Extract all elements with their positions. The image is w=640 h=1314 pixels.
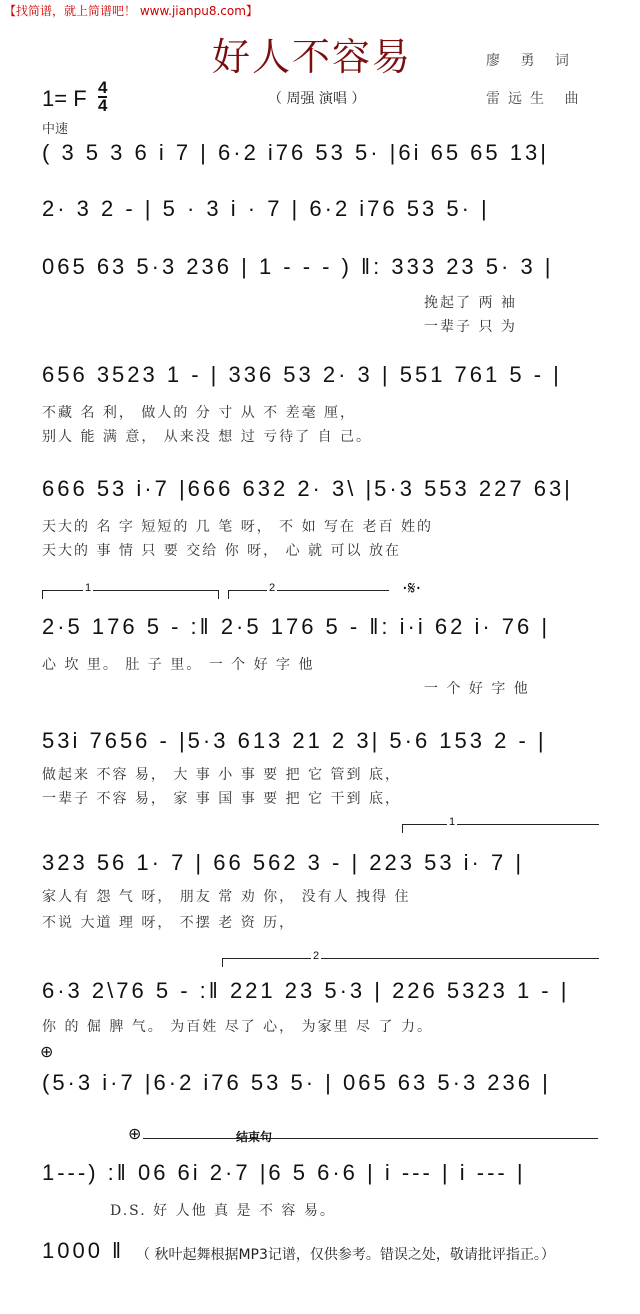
lyrics-line-5-verse-1: 天大的 名 字 短短的 几 笔 呀， 不 如 写在 老百 姓的 bbox=[42, 519, 433, 535]
lyrics-line-7-verse-1: 做起来 不容 易， 大 事 小 事 要 把 它 管到 底， bbox=[42, 767, 401, 783]
score-line-10: (5·3 i·7 |6·2 i76 53 5· | 065 63 5·3 236 | bbox=[42, 1070, 551, 1095]
lyrics-line-6-verse-1: 心 坎 里。 肚 子 里。 一 个 好 字 他 bbox=[42, 657, 315, 673]
coda-icon: ⊕ bbox=[40, 1042, 54, 1061]
lyrics-line-8-verse-1: 家人有 怨 气 呀， 朋友 常 劝 你， 没有人 拽得 住 bbox=[42, 889, 411, 905]
score-line-2: 2· 3 2 - | 5 · 3 i · 7 | 6·2 i76 53 5· | bbox=[42, 196, 490, 221]
lyrics-line-6-verse-2: 一 个 好 字 他 bbox=[424, 681, 530, 697]
score-line-9: 6·3 2\76 5 - :‖ 221 23 5·3 | 226 5323 1 - | bbox=[42, 978, 570, 1003]
volta-bracket-2b: 2 bbox=[222, 958, 599, 967]
lyrics-line-7-verse-2: 一辈子 不容 易， 家 事 国 事 要 把 它 干到 底， bbox=[42, 791, 401, 807]
volta-bracket-1b: 1 bbox=[402, 824, 599, 833]
lyrics-line-3-verse-1: 挽起了 两 袖 bbox=[424, 295, 517, 311]
watermark-link[interactable]: 【找简谱，就上简谱吧！ www.jianpu8.com】 bbox=[4, 4, 258, 18]
time-signature: 4 4 bbox=[98, 78, 108, 115]
volta-bracket-2: 2 bbox=[228, 590, 389, 599]
coda-label: 结束句 bbox=[236, 1130, 273, 1144]
lyrics-line-11-verse-1: D.S. 好 人他 真 是 不 容 易。 bbox=[110, 1203, 336, 1219]
score-line-8: 323 56 1· 7 | 66 562 3 - | 223 53 i· 7 | bbox=[42, 850, 525, 875]
lyricist-credit: 廖 勇 词 bbox=[486, 53, 577, 69]
score-line-5: 666 53 i·7 |666 632 2· 3\ |5·3 553 227 63| bbox=[42, 476, 573, 501]
lyrics-line-4-verse-1: 不藏 名 利， 做人的 分 寸 从 不 差毫 厘， bbox=[42, 405, 357, 421]
score-line-3: 065 63 5·3 236 | 1 - - - ) ‖: 333 23 5· 3 | bbox=[42, 254, 554, 279]
lyrics-line-4-verse-2: 别人 能 满 意， 从来没 想 过 亏待了 自 己。 bbox=[42, 429, 373, 445]
singer-credit: （ 周强 演唱 ） bbox=[268, 91, 366, 107]
coda-ending-line bbox=[143, 1138, 598, 1139]
segno-sign: ·𝄋· bbox=[402, 578, 422, 599]
score-line-4: 656 3523 1 - | 336 53 2· 3 | 551 761 5 - | bbox=[42, 362, 562, 387]
lyrics-line-5-verse-2: 天大的 事 情 只 要 交给 你 呀， 心 就 可以 放在 bbox=[42, 543, 401, 559]
song-title: 好人不容易 bbox=[212, 35, 413, 79]
coda-icon-2: ⊕ bbox=[128, 1124, 142, 1143]
volta-bracket-1: 1 bbox=[42, 590, 219, 599]
score-line-6: 2·5 176 5 - :‖ 2·5 176 5 - ‖: i·i 62 i· 76 | bbox=[42, 614, 551, 639]
tempo-marking: 中速 bbox=[42, 122, 69, 137]
key-signature: 1= F bbox=[42, 86, 87, 111]
composer-credit: 雷远生 曲 bbox=[486, 91, 587, 107]
transcriber-note: （ 秋叶起舞根据MP3记谱，仅供参考。错误之处，敬请批评指正。） bbox=[136, 1247, 555, 1263]
score-line-12: 1000 ‖ bbox=[42, 1238, 125, 1263]
lyrics-line-8-verse-2: 不说 大道 理 呀， 不摆 老 资 历， bbox=[42, 915, 296, 931]
score-line-1: ( 3 5 3 6 i 7 | 6·2 i76 53 5· |6i 65 65 13| bbox=[42, 140, 549, 165]
lyrics-line-9-verse-1: 你 的 倔 脾 气。 为百姓 尽了 心， 为家里 尽 了 力。 bbox=[42, 1019, 433, 1035]
score-line-11: 1---) :‖ 06 6i 2·7 |6 5 6·6 | i --- | i --- | bbox=[42, 1160, 526, 1185]
lyrics-line-3-verse-2: 一辈子 只 为 bbox=[424, 319, 517, 335]
score-line-7: 53i 7656 - |5·3 613 21 2 3| 5·6 153 2 - | bbox=[42, 728, 547, 753]
